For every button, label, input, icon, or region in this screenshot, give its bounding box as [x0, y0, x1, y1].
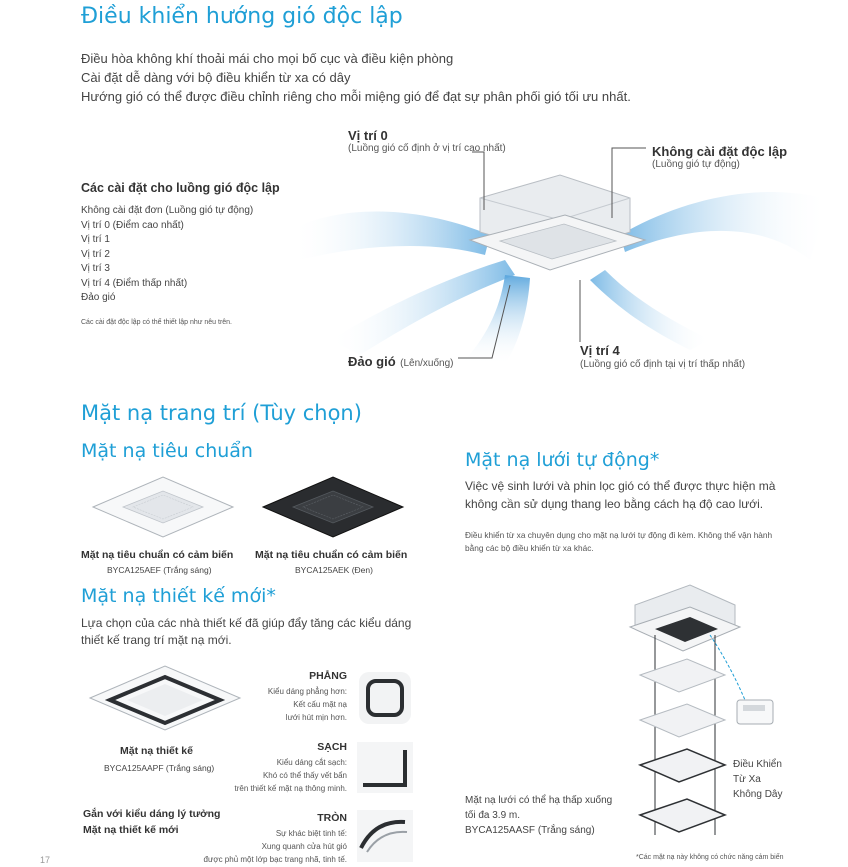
- designer-panel-title: Mặt nạ thiết kế mới*: [81, 585, 276, 607]
- style-clean-line: Khó có thể thấy vết bẩn: [262, 771, 347, 780]
- auto-grille-desc: [465, 477, 775, 513]
- style-flat-line: lưới hút mịn hơn.: [285, 713, 347, 722]
- callout-swing: [348, 353, 454, 371]
- page-number: 17: [40, 855, 51, 865]
- standard-white-name: Mặt nạ tiêu chuẩn có cảm biến: [81, 549, 234, 561]
- style-round-name: TRÒN: [317, 812, 347, 824]
- settings-item: Vị trí 3: [81, 263, 110, 274]
- designer-panel-name: Mặt nạ thiết kế: [120, 745, 193, 757]
- section-title-panels: Mặt nạ trang trí (Tùy chọn): [81, 401, 362, 425]
- style-flat-line: Kết cấu mặt nạ: [293, 700, 347, 709]
- remote-label-line: Từ Xa: [733, 774, 761, 785]
- auto-grille-illustration: [615, 575, 785, 865]
- remote-label-line: Không Dây: [733, 789, 783, 800]
- style-round-line: được phủ một lớp bạc trang nhã, tinh tế.: [203, 855, 347, 864]
- auto-grille-lower-line: BYCA125AASF (Trắng sáng): [465, 825, 595, 836]
- settings-note: Các cài đặt độc lập có thể thiết lập như nêu trên.: [81, 319, 233, 326]
- style-clean: [200, 741, 347, 795]
- callout-pos4-title: Vị trí 4: [580, 343, 620, 358]
- settings-title: Các cài đặt cho luồng gió độc lập: [81, 181, 280, 195]
- callout-pos4-sub: (Luồng gió cố định tại vị trí thấp nhất): [580, 359, 746, 370]
- auto-grille-lower-line: tối đa 3.9 m.: [465, 810, 521, 821]
- section-title-airflow: Điều khiển hướng gió độc lập: [81, 4, 403, 29]
- designer-desc-line: Lựa chọn của các nhà thiết kế đã giúp đẩy tăng các kiểu dáng: [81, 616, 412, 630]
- designer-panel-model: BYCA125AAPF (Trắng sáng): [104, 763, 215, 773]
- style-clean-image: [355, 740, 415, 795]
- auto-grille-desc-line: Việc vệ sinh lưới và phin lọc gió có thể được thực hiện mà: [465, 479, 776, 493]
- auto-grille-desc-line: không cần sử dụng thang leo bằng cách hạ độ cao lưới.: [465, 497, 764, 511]
- auto-grille-note-line: bằng các bộ điều khiển từ xa khác.: [465, 543, 594, 553]
- callout-swing-title: Đảo gió: [348, 354, 396, 369]
- designer-desc-line: thiết kế trang trí mặt nạ mới.: [81, 633, 232, 647]
- intro-line: Hướng gió có thể được điều chỉnh riêng cho mỗi miệng gió để đạt sự phân phối gió tối ưu nhất.: [81, 89, 631, 104]
- standard-white-model: BYCA125AEF (Trắng sáng): [107, 565, 212, 575]
- intro-line: Cài đặt dễ dàng với bộ điều khiển từ xa có dây: [81, 70, 351, 85]
- style-round-line: Xung quanh cửa hút gió: [261, 842, 347, 851]
- auto-grille-footnote: *Các mặt nạ này không có chức năng cảm biến: [636, 854, 784, 861]
- settings-item: Vị trí 2: [81, 248, 110, 260]
- designer-tagline-line: Mặt nạ thiết kế mới: [83, 824, 179, 836]
- auto-grille-note-line: Điều khiển từ xa chuyên dụng cho mặt nạ lưới tự động đi kèm. Không thể vận hành: [465, 530, 773, 540]
- style-flat-image: [355, 668, 415, 728]
- auto-grille-lower-line: Mặt nạ lưới có thể hạ thấp xuống: [465, 795, 613, 806]
- callout-pos0-sub: (Luồng gió cố định ở vị trí cao nhất): [348, 143, 506, 154]
- style-round-image: [355, 808, 415, 864]
- standard-panel-black-image: [258, 472, 408, 542]
- style-round: [200, 812, 347, 866]
- callout-pos0-title: Vị trí 0: [348, 128, 388, 143]
- settings-item: Vị trí 1: [81, 234, 110, 245]
- settings-item: Không cài đặt đơn (Luồng gió tự động): [81, 205, 254, 216]
- standard-panel-white-image: [88, 472, 238, 542]
- remote-label: [733, 757, 782, 802]
- remote-label-line: Điều Khiển: [733, 759, 782, 770]
- remote-icon: [737, 700, 773, 724]
- settings-item: Vị trí 4 (Điểm thấp nhất): [81, 277, 188, 289]
- auto-grille-note: [465, 529, 772, 555]
- style-flat: [200, 670, 347, 724]
- designer-tagline-line: Gắn với kiểu dáng lý tưởng: [83, 808, 221, 820]
- settings-item: Đảo gió: [81, 292, 116, 303]
- style-flat-line: Kiểu dáng phẳng hơn:: [267, 687, 347, 696]
- style-clean-line: Kiểu dáng cắt sạch:: [276, 758, 347, 767]
- standard-black-name: Mặt nạ tiêu chuẩn có cảm biến: [255, 549, 408, 561]
- callout-swing-sub: (Lên/xuống): [400, 358, 454, 369]
- standard-black-model: BYCA125AEK (Đen): [295, 565, 373, 575]
- style-flat-name: PHẲNG: [309, 670, 347, 682]
- auto-grille-lower-text: [465, 793, 612, 838]
- auto-grille-title: Mặt nạ lưới tự động*: [465, 449, 660, 471]
- intro-line: Điều hòa không khí thoải mái cho mọi bố cục và điều kiện phòng: [81, 51, 454, 66]
- settings-item: Vị trí 0 (Điểm cao nhất): [81, 219, 184, 231]
- callout-independent-title: Không cài đặt độc lập: [652, 144, 788, 159]
- style-clean-name: SẠCH: [317, 741, 347, 753]
- style-clean-line: trên thiết kế mặt nạ thông minh.: [234, 784, 347, 793]
- standard-panel-title: Mặt nạ tiêu chuẩn: [81, 440, 253, 462]
- style-round-line: Sự khác biệt tinh tế:: [275, 829, 347, 838]
- callout-independent-sub: (Luồng gió tự động): [652, 159, 740, 170]
- designer-desc: [81, 615, 411, 649]
